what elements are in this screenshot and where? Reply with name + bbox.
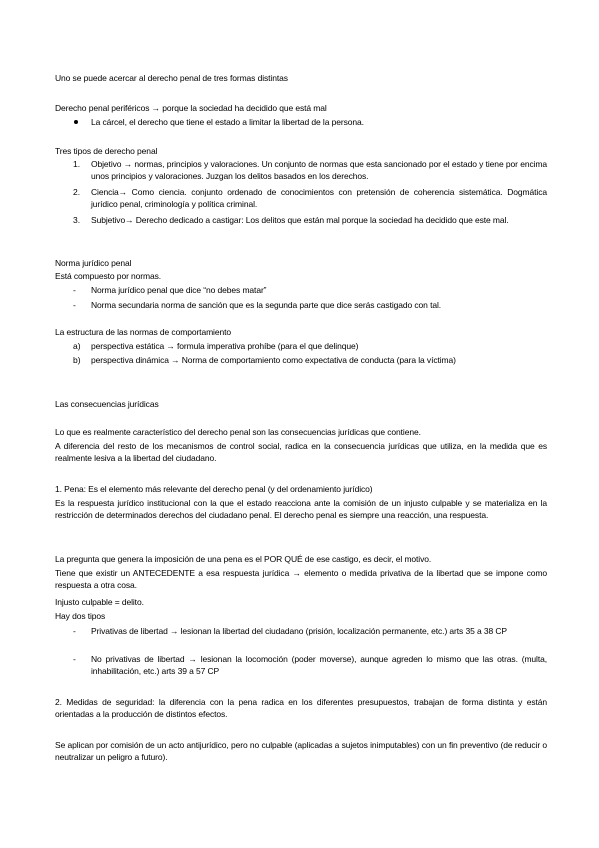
section-heading-consecuencias: Las consecuencias jurídicas (55, 399, 159, 409)
section-heading-norma: Norma jurídico penal (55, 258, 132, 268)
paragraph: Está compuesto por normas. (55, 271, 162, 281)
section-heading-periferico: Derecho penal periféricos → porque la sociedad ha decidido que está mal (55, 103, 327, 113)
list-marker: a) (73, 341, 81, 351)
list-item: No privativas de libertad → lesionan la locomoción (poder moverse), aunque agreden lo mismo que las otras. (multa, inhabilitación, etc.) arts 39 a 57 CP (91, 654, 547, 676)
list-item: Privativas de libertad → lesionan la libertad del ciudadano (prisión, localización permanente, etc.) arts 35 a 38 CP (91, 626, 507, 636)
section-heading-estructura: La estructura de las normas de comportamiento (55, 327, 231, 337)
paragraph: Es la respuesta jurídico institucional con la que el estado reacciona ante la comisión de un injusto culpable y se materializa en la restricción de determinados derechos del ciudadano penal. El derecho penal es siempre una reacción, una respuesta. (55, 498, 547, 520)
paragraph: Injusto culpable = delito. (55, 597, 144, 607)
paragraph: La pregunta que genera la imposición de una pena es el POR QUÉ de ese castigo, es decir, el motivo. (55, 554, 432, 564)
list-marker: b) (73, 355, 81, 365)
list-item: La cárcel, el derecho que tiene el estado a limitar la libertad de la persona. (91, 117, 364, 127)
list-marker: - (73, 626, 76, 636)
list-marker: 1. (73, 159, 81, 169)
paragraph: Hay dos tipos (55, 611, 106, 621)
list-item: Norma jurídico penal que dice “no debes matar” (91, 285, 267, 295)
list-marker: - (73, 300, 76, 310)
bullet-icon (74, 120, 78, 124)
list-marker: 2. (73, 187, 81, 197)
paragraph: A diferencia del resto de los mecanismos de control social, radica en la consecuencia jurídicas que utiliza, en la medida que es realmente lesiva a la libertad del ciudadano. (55, 441, 547, 463)
intro-line: Uno se puede acercar al derecho penal de tres formas distintas (55, 73, 288, 83)
list-item: Objetivo → normas, principios y valoraciones. Un conjunto de normas que esta sancionado por el estado y tiene por encima unos principios y valoraciones. Juzgan los delitos basados en los derechos. (91, 159, 547, 181)
list-item: Norma secundaria norma de sanción que es la segunda parte que dice serás castigado con tal. (91, 300, 442, 310)
list-item: Ciencia→ Como ciencia. conjunto ordenado de conocimientos con pretensión de coherencia sistemática. Dogmática jurídico penal, criminología y política criminal. (91, 187, 547, 209)
paragraph: Lo que es realmente característico del derecho penal son las consecuencias jurídicas que contiene. (55, 427, 421, 437)
paragraph: 2. Medidas de seguridad: la diferencia con la pena radica en los diferentes presupuestos, trabajan de forma distinta y están orientadas a la producción de distintos efectos. (55, 697, 547, 719)
list-marker: - (73, 654, 76, 664)
section-heading-tipos: Tres tipos de derecho penal (55, 146, 158, 156)
paragraph: Tiene que existir un ANTECEDENTE a esa respuesta jurídica → elemento o medida privativa de la libertad que se impone como respuesta a otra cosa. (55, 568, 547, 590)
paragraph: Se aplican por comisión de un acto antijurídico, pero no culpable (aplicadas a sujetos inimputables) con un fin preventivo (de reducir o neutralizar un peligro a futuro). (55, 740, 547, 762)
list-marker: - (73, 285, 76, 295)
list-item: perspectiva estática → formula imperativa prohíbe (para el que delinque) (91, 341, 359, 351)
list-marker: 3. (73, 215, 81, 225)
list-item: Subjetivo→ Derecho dedicado a castigar: Los delitos que están mal porque la sociedad ha decidido que este mal. (91, 215, 509, 225)
list-item: perspectiva dinámica → Norma de comportamiento como expectativa de conducta (para la víctima) (91, 355, 456, 365)
section-heading-pena: 1. Pena: Es el elemento más relevante del derecho penal (y del ordenamiento jurídico) (55, 484, 373, 494)
